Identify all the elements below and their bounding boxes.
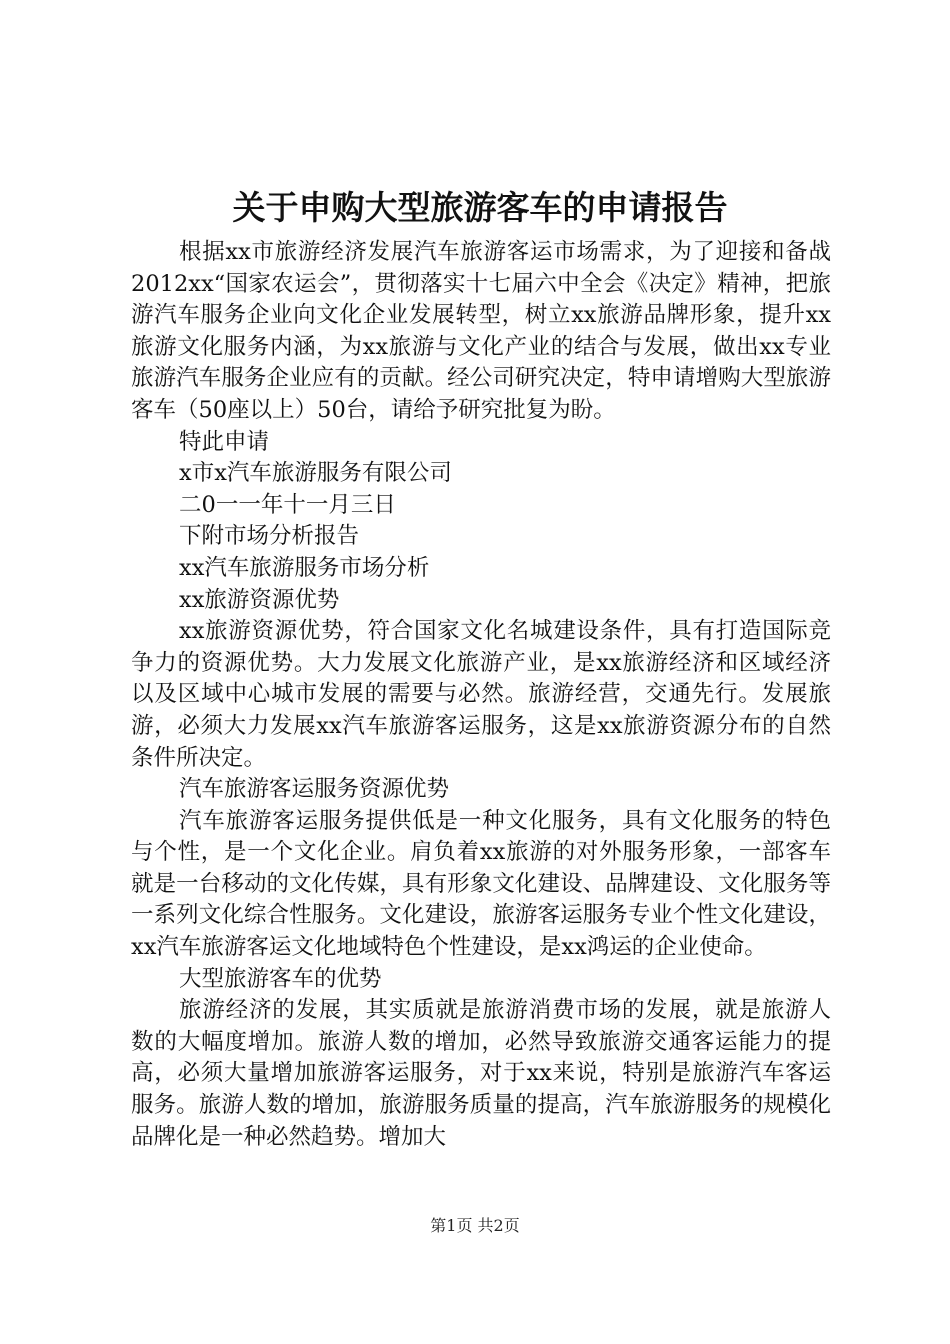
- document-title: 关于申购大型旅游客车的申请报告: [232, 188, 728, 227]
- paragraph-tourism-resources: xx旅游资源优势，符合国家文化名城建设条件，具有打造国际竞争力的资源优势。大力发展文化旅游产业，是xx旅游经济和区域经济以及区域中心城市发展的需要与必然。旅游经营，交通先行。发展旅游，必须大力发展xx汽车旅游客运服务，这是xx旅游资源分布的自然条件所决定。: [131, 618, 831, 771]
- section-heading-market-analysis: xx汽车旅游服务市场分析: [179, 554, 430, 581]
- paragraph-bus-advantages: 旅游经济的发展，其实质就是旅游消费市场的发展，就是旅游人数的大幅度增加。旅游人数的增加，必然导致旅游交通客运能力的提高，必须大量增加旅游客运服务，对于xx来说，特别是旅游汽车客运服务。旅游人数的增加，旅游服务质量的提高，汽车旅游服务的规模化品牌化是一种必然趋势。增加大: [131, 997, 831, 1150]
- section-heading-tourism-resources: xx旅游资源优势: [179, 586, 340, 613]
- company-name: x市x汽车旅游服务有限公司: [179, 460, 452, 487]
- attachment-note: 下附市场分析报告: [179, 523, 360, 550]
- document-body: [131, 237, 831, 1153]
- section-heading-transport-resources: 汽车旅游客运服务资源优势: [179, 776, 450, 803]
- paragraph-closing: 特此申请: [179, 428, 270, 455]
- section-heading-bus-advantages: 大型旅游客车的优势: [179, 965, 382, 992]
- page-footer: 第1页 共2页: [430, 1216, 520, 1235]
- paragraph-intro: 根据xx市旅游经济发展汽车旅游客运市场需求，为了迎接和备战2012xx“国家农运会”，贯彻落实十七届六中全会《决定》精神，把旅游汽车服务企业向文化企业发展转型，树立xx旅游品牌形象，提升xx旅游文化服务内涵，为xx旅游与文化产业的结合与发展，做出xx专业旅游汽车服务企业应有的贡献。经公司研究决定，特申请增购大型旅游客车（50座以上）50台，请给予研究批复为盼。: [131, 239, 831, 423]
- document-date: 二0一一年十一月三日: [179, 491, 396, 518]
- paragraph-transport-resources: 汽车旅游客运服务提供低是一种文化服务，具有文化服务的特色与个性，是一个文化企业。肩负着xx旅游的对外服务形象，一部客车就是一台移动的文化传媒，具有形象文化建设、品牌建设、文化服务等一系列文化综合性服务。文化建设，旅游客运服务专业个性文化建设，xx汽车旅游客运文化地域特色个性建设，是xx鸿运的企业使命。: [131, 807, 831, 961]
